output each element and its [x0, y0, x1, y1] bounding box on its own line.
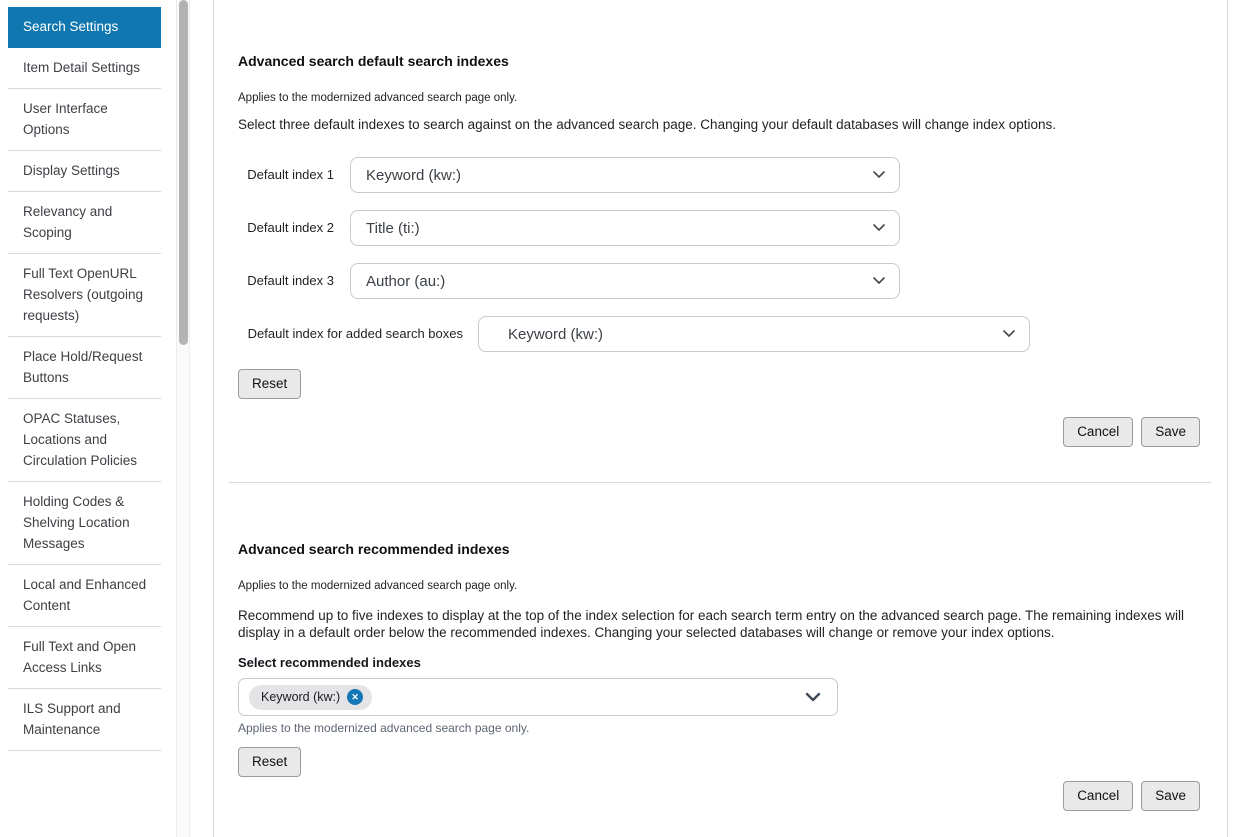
sidebar-item-full-text-open-access-links[interactable]: Full Text and Open Access Links [8, 627, 161, 689]
sidebar-item-ils-support-maintenance[interactable]: ILS Support and Maintenance [8, 689, 161, 751]
section2-reset-row [238, 747, 1200, 777]
section2-cancel-button[interactable]: Cancel [1063, 781, 1133, 811]
default-index-3-select[interactable] [350, 263, 900, 299]
section2-description: Recommend up to five indexes to display at the top of the index selection for each search term entry on the advanced search page. The remaining indexes will display in a default order below the recommended indexes. Changing your selected databases will change or remove your index options. [238, 608, 1185, 640]
section1-description: Select three default indexes to search against on the advanced search page. Changing your default databases will change index options. [238, 117, 1057, 132]
default-index-3-value: Author (au:) [366, 272, 446, 290]
section2-applies-note: Applies to the modernized advanced search page only. [238, 580, 518, 592]
added-search-boxes-select[interactable] [478, 316, 1030, 352]
sidebar-item-item-detail-settings[interactable]: Item Detail Settings [8, 48, 161, 89]
section2-reset-button[interactable]: Reset [238, 747, 301, 777]
default-index-1-value: Keyword (kw:) [366, 166, 462, 184]
remove-chip-icon[interactable]: ✕ [347, 689, 363, 705]
recommended-indexes-multiselect[interactable] [238, 678, 838, 716]
sidebar-scrollbar-thumb[interactable] [179, 0, 188, 345]
added-search-boxes-value: Keyword (kw:) [508, 325, 604, 343]
default-index-3-label: Default index 3 [247, 273, 334, 288]
chevron-down-icon [873, 277, 885, 285]
section1-applies-note: Applies to the modernized advanced search page only. [238, 92, 518, 104]
sidebar-item-local-and-enhanced-content[interactable]: Local and Enhanced Content [8, 565, 161, 627]
section-title-default-indexes: Advanced search default search indexes [238, 53, 509, 69]
selected-index-chip-label: Keyword (kw:) [261, 690, 341, 704]
chevron-down-icon [1003, 330, 1015, 338]
section1-reset-button[interactable]: Reset [238, 369, 301, 399]
sidebar-item-search-settings[interactable]: Search Settings [8, 7, 161, 48]
sidebar-item-full-text-openurl-resolvers[interactable]: Full Text OpenURL Resolvers (outgoing requests) [8, 254, 161, 337]
sidebar-item-holding-codes[interactable]: Holding Codes & Shelving Location Messages [8, 482, 161, 565]
section-title-recommended-indexes: Advanced search recommended indexes [238, 541, 510, 557]
select-recommended-indexes-label: Select recommended indexes [238, 655, 421, 670]
sidebar-scrollbar-track [176, 0, 190, 837]
section1-save-button[interactable]: Save [1141, 417, 1200, 447]
added-search-boxes-row [238, 316, 1200, 352]
chevron-down-icon [873, 171, 885, 179]
section1-reset-row [238, 369, 1200, 399]
sidebar-item-display-settings[interactable]: Display Settings [8, 151, 161, 192]
sidebar-item-relevancy-and-scoping[interactable]: Relevancy and Scoping [8, 192, 161, 254]
added-search-boxes-label: Default index for added search boxes [247, 326, 463, 341]
sidebar-item-opac-statuses[interactable]: OPAC Statuses, Locations and Circulation Policies [8, 399, 161, 482]
sidebar-item-user-interface-options[interactable]: User Interface Options [8, 89, 161, 151]
multiselect-helper-note: Applies to the modernized advanced search page only. [238, 721, 530, 735]
section2-actions [238, 781, 1200, 811]
default-index-2-label: Default index 2 [247, 220, 334, 235]
default-index-1-row [238, 157, 1200, 193]
settings-main-panel [213, 0, 1228, 837]
chevron-down-icon [805, 692, 821, 702]
sidebar-item-place-hold-request-buttons[interactable]: Place Hold/Request Buttons [8, 337, 161, 399]
chevron-down-icon [873, 224, 885, 232]
default-index-2-select[interactable] [350, 210, 900, 246]
default-index-2-value: Title (ti:) [366, 219, 420, 237]
settings-sidebar [8, 7, 161, 751]
section2-save-button[interactable]: Save [1141, 781, 1200, 811]
section1-actions [238, 417, 1200, 447]
section-divider [229, 482, 1211, 483]
default-index-2-row [238, 210, 1200, 246]
section1-cancel-button[interactable]: Cancel [1063, 417, 1133, 447]
selected-index-chip [249, 685, 372, 710]
default-index-3-row [238, 263, 1200, 299]
default-index-1-select[interactable] [350, 157, 900, 193]
default-index-1-label: Default index 1 [247, 167, 334, 182]
